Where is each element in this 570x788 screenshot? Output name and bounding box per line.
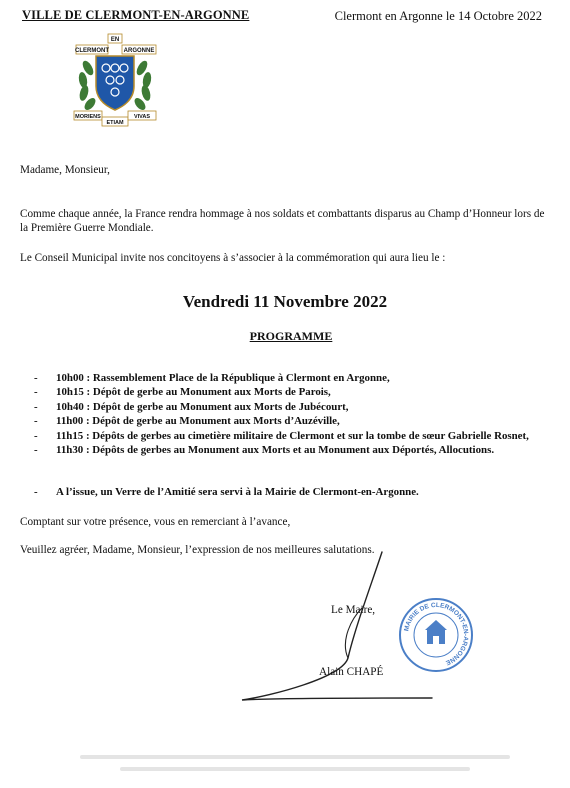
programme-item: - 10h15 : Dépôt de gerbe au Monument aux Morts de Parois, [34, 386, 331, 399]
laurel-right-icon [132, 59, 152, 112]
town-hall-stamp [397, 596, 475, 674]
mayor-title: Le Maire, [331, 604, 376, 616]
laurel-left-icon [78, 59, 98, 112]
coat-motto-left: MORIENS [75, 114, 101, 120]
programme-title: PROGRAMME [249, 329, 333, 343]
place-date: Clermont en Argonne le 14 Octobre 2022 [334, 9, 542, 23]
closing-thanks: Comptant sur votre présence, vous en remerciant à l’avance, [20, 516, 291, 528]
mayor-name: Alain CHAPÉ [319, 666, 384, 678]
coat-motto-right: VIVAS [133, 114, 151, 120]
salutation: Veuillez agréer, Madame, Monsieur, l’expression de nos meilleures salutations. [20, 544, 375, 556]
coat-motto-center: ETIAM [106, 120, 124, 126]
programme-item: - 11h15 : Dépôts de gerbes au cimetière militaire de Clermont et sur la tombe de sœur Gabrielle Rosnet, [34, 429, 529, 442]
programme-item: - 10h00 : Rassemblement Place de la République à Clermont en Argonne, [34, 372, 390, 384]
coat-top-label: CLERMONT [75, 48, 109, 54]
programme-list [34, 371, 554, 457]
programme-item: - 11h30 : Dépôts de gerbes au Monument aux Morts et au Monument aux Déportés, Allocutions. [34, 444, 495, 457]
programme-item: - 10h40 : Dépôt de gerbe au Monument aux Morts de Jubécourt, [34, 400, 349, 413]
programme-item: - 11h00 : Dépôt de gerbe au Monument aux Morts d’Auzéville, [34, 415, 340, 428]
closing-item: - A l’issue, un Verre de l’Amitié sera servi à la Mairie de Clermont-en-Argonne. [34, 486, 419, 498]
event-date: Vendredi 11 Novembre 2022 [182, 292, 388, 311]
town-name: VILLE DE CLERMONT-EN-ARGONNE [22, 8, 250, 22]
stamp-text: MAIRIE DE CLERMONT-EN-ARGONNE [403, 601, 470, 667]
coat-of-arms-logo [70, 28, 160, 130]
coat-top-label-2: EN [110, 37, 120, 43]
building-icon [425, 620, 447, 644]
faded-footer [60, 752, 530, 778]
paragraph-invitation: Le Conseil Municipal invite nos concitoyens à s’associer à la commémoration qui aura lieu le : [20, 252, 446, 264]
greeting: Madame, Monsieur, [20, 164, 110, 176]
coat-top-label-3: ARGONNE [123, 48, 155, 54]
paragraph-intro: Comme chaque année, la France rendra hommage à nos soldats et combattants disparus au Champ d’Honneur lors de la Première Guerre Mondiale. [20, 208, 545, 234]
